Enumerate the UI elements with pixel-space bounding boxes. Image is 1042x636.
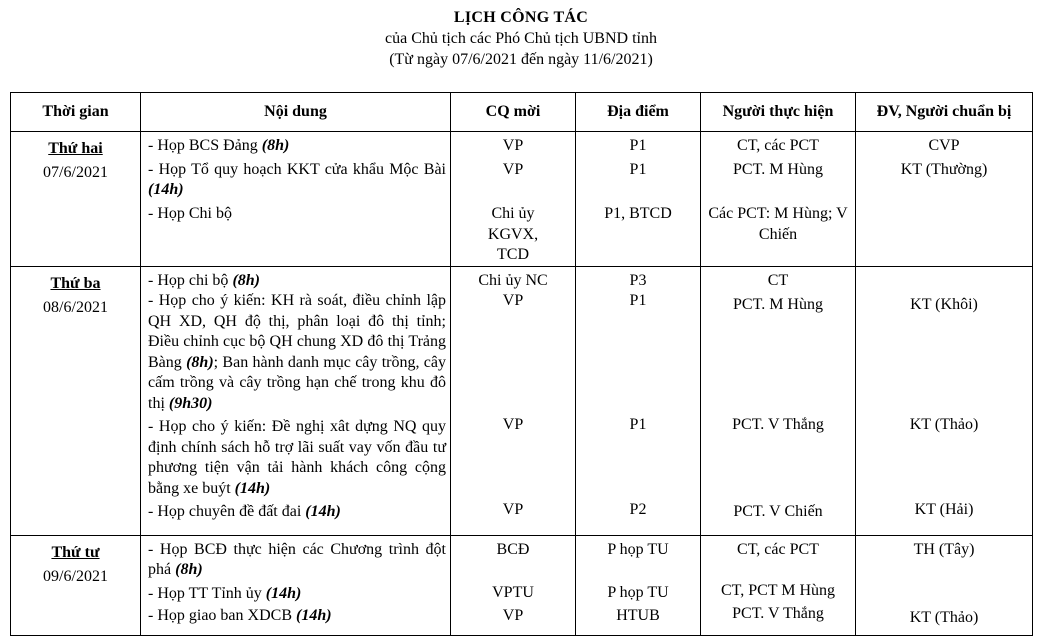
list-item: - Họp cho ý kiến: Đề nghị xât dựng NQ quy định chính sách hỗ trợ lãi suất vay vốn đầu tư phương tiện vận tải hành khách công cộng bằng xe buýt (14h) [148,418,446,497]
time-cell [11,132,141,267]
day-label: Thứ hai [48,140,103,157]
time-cell [11,535,141,635]
list-item: - Họp giao ban XDCB (14h) [148,607,332,624]
day-label: Thứ tư [51,543,100,561]
content-cell [141,266,451,535]
location-cell: P họp TU P họp TU HTUB [576,535,701,635]
table-row [11,535,1033,635]
inviter-cell: Chi ủy NC VP VP VP [451,266,576,535]
col-header-preparer: ĐV, Người chuẩn bị [856,93,1033,132]
preparer-cell: TH (Tây) KT (Thảo) [856,535,1033,635]
location-cell: P3 P1 P1 P2 [576,266,701,535]
location-cell: P1 P1 P1, BTCD [576,132,701,267]
performer-cell: CT, các PCT CT, PCT M Hùng PCT. V Thắng [701,535,856,635]
document-title: LỊCH CÔNG TÁC [453,9,589,26]
content-cell [141,535,451,635]
date-label: 08/6/2021 [43,298,108,316]
content-cell [141,132,451,267]
col-header-time: Thời gian [11,93,141,132]
list-item: - Họp cho ý kiến: KH rà soát, điều chỉnh lập QH XD, QH độ thị, phân loại đô thị tỉnh; Điều chỉnh cục bộ QH chung XD đô thị Trảng Bàng (8h); Ban hành danh mục cây trồng, cây cấm trồng và cây trồng hạn chế trong khu đô thị (9h30) [148,292,446,412]
inviter-cell: VP VP Chi ủy KGVX, TCD [451,132,576,267]
table-header-row [11,93,1033,132]
performer-cell: CT, các PCT PCT. M Hùng Các PCT: M Hùng; V Chiến [701,132,856,267]
preparer-cell: KT (Khôi) KT (Thảo) KT (Hải) [856,266,1033,535]
date-label: 07/6/2021 [43,164,108,181]
day-label: Thứ ba [50,274,101,292]
preparer-cell: CVP KT (Thường) [856,132,1033,267]
document-subtitle: của Chủ tịch các Phó Chủ tịch UBND tỉnh [385,30,657,47]
document-date-range: (Từ ngày 07/6/2021 đến ngày 11/6/2021) [389,51,653,68]
document-header [0,8,1042,70]
col-header-inviter: CQ mời [451,93,576,132]
list-item: - Họp chuyên đề đất đai (14h) [148,503,341,520]
schedule-table [10,92,1033,636]
date-label: 09/6/2021 [43,567,108,585]
list-item: - Họp Tổ quy hoạch KKT cửa khẩu Mộc Bài (14h) [148,160,446,198]
list-item: - Họp chi bộ (8h) [148,271,260,289]
col-header-location: Địa điểm [576,93,701,132]
col-header-performer: Người thực hiện [701,93,856,132]
list-item: - Họp BCĐ thực hiện các Chương trình đột phá (8h) [148,540,446,578]
list-item: - Họp Chi bộ [148,204,232,222]
table-row [11,132,1033,267]
list-item: - Họp BCS Đảng (8h) [148,137,290,154]
col-header-content: Nội dung [141,93,451,132]
performer-cell: CT PCT. M Hùng PCT. V Thắng PCT. V Chiến [701,266,856,535]
table-row [11,266,1033,535]
time-cell [11,266,141,535]
list-item: - Họp TT Tỉnh ủy (14h) [148,584,302,602]
inviter-cell: BCĐ VPTU VP [451,535,576,635]
